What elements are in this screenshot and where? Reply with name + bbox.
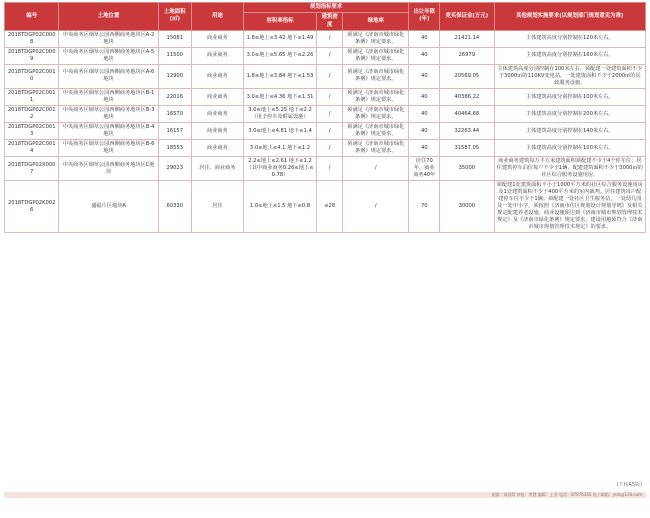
col-header-planning-group: 规划指标要求 xyxy=(243,3,409,13)
cell-other: 主体建筑高度分别控制在100米左右。 xyxy=(494,140,645,157)
cell-green: 须满足《济南市城市绿化条例》规定要求。 xyxy=(343,123,409,140)
table-row xyxy=(5,123,646,140)
cell-far: 1.8≤地上≤3.42 地下≤1.49 xyxy=(243,30,316,47)
cell-other: 主体建筑高度分别控制在160米左右。 xyxy=(494,47,645,64)
cell-code: 2018TDGP02C0009 xyxy=(5,47,59,64)
cell-code: 2018TDGP02K0026 xyxy=(5,181,59,233)
cell-term: 70 xyxy=(409,181,440,233)
cell-far: 1.8≤地上≤3.84 地下≤1.53 xyxy=(243,64,316,88)
cell-location: 中央商务区烟草公园西侧商务地块区A-2地块 xyxy=(59,30,158,47)
cell-use: 商业商务 xyxy=(191,123,243,140)
cell-far: 3.0≤地上≤4.36 地下≤1.31 xyxy=(243,89,316,106)
cell-other: 主体建筑高度分别控制在100米左右，须配建一处建筑面积不少于3000㎡的110KV变电站，一处建筑面积不少于2000㎡的民政服务设施。 xyxy=(494,64,645,88)
cell-location: 中央商务区烟草公园西侧商务地块区A-6地块 xyxy=(59,64,158,88)
cell-other: 主体建筑高度分别控制在200米左右。 xyxy=(494,106,645,123)
cell-other: 须配建1处建筑面积不小于1000平方米的社区综合服务设施用房及1处建筑面积不少于400平方米的室内裁判。居住建筑每户配建停车位不少于1辆；须配建一处社区卫生服务站，一处幼儿园及一处中小学，须按照《济南市住区规划设计规划导则》及相关规定配建养老设施，商业设施须达到《济南市城市规划管理技术规定》及《济南市绿化条例》规定要求，建设用地须符合《济南市城市规划管理技术规定》的要求。 xyxy=(494,181,645,233)
cell-location: 盛福片区地块A xyxy=(59,181,158,233)
col-header-location: 土地位置 xyxy=(59,3,158,31)
cell-deposit: 31587.05 xyxy=(440,140,494,157)
cell-other: 商业商务建筑每万平方米建筑面积须配建不少于4个停车位；居住建筑停车泊位每户不少于1辆，配建建筑面积不少于3000㎡的社区综合服务设施用房。 xyxy=(494,157,645,181)
cell-density: ≤28 xyxy=(317,181,343,233)
cell-code: 2018TDGP02C0012 xyxy=(5,106,59,123)
cell-density: / xyxy=(317,47,343,64)
cell-use: 商业商务 xyxy=(191,30,243,47)
table-row xyxy=(5,140,646,157)
cell-term: 40 xyxy=(409,30,440,47)
col-header-code: 编号 xyxy=(5,3,59,31)
cell-deposit: 21421.14 xyxy=(440,30,494,47)
cell-term: 居住70年，商业商务40年 xyxy=(409,157,440,181)
cell-term: 40 xyxy=(409,123,440,140)
cell-use: 商业商务 xyxy=(191,64,243,88)
cell-far: 3.0≤地上≤4.1 地下≤1.2 xyxy=(243,140,316,157)
cell-deposit: 35000 xyxy=(440,157,494,181)
table-row xyxy=(5,30,646,47)
cell-far: 3.0≤地上≤5.25 地下≤2.2（用于停车及附属设施） xyxy=(243,106,316,123)
col-header-green: 绿地率 xyxy=(343,13,409,31)
cell-deposit: 32263.44 xyxy=(440,123,494,140)
cell-use: 商业商务 xyxy=(191,89,243,106)
cell-green: 须满足《济南市城市绿化条例》规定要求。 xyxy=(343,47,409,64)
table-row xyxy=(5,157,646,181)
cell-use: 居住 xyxy=(191,181,243,233)
cell-density: / xyxy=(317,123,343,140)
cell-term: 40 xyxy=(409,106,440,123)
cell-green: / xyxy=(343,157,409,181)
col-header-use: 用途 xyxy=(191,3,243,31)
cell-area: 18553 xyxy=(158,140,191,157)
cell-green: 须满足《济南市城市绿化条例》规定要求。 xyxy=(343,106,409,123)
cell-green: 须满足《济南市城市绿化条例》规定要求。 xyxy=(343,30,409,47)
table-row xyxy=(5,47,646,64)
cell-code: 2018TDGP02X0007 xyxy=(5,157,59,181)
cell-green: / xyxy=(343,181,409,233)
cell-density: / xyxy=(317,157,343,181)
cell-area: 29023 xyxy=(158,157,191,181)
cell-area: 16570 xyxy=(158,106,191,123)
cell-far: 3.0≤地上≤5.65 地下≤2.26 xyxy=(243,47,316,64)
table-row xyxy=(5,89,646,106)
cell-density: / xyxy=(317,89,343,106)
cell-green: 须满足《济南市城市绿化条例》规定要求。 xyxy=(343,89,409,106)
cell-location: 中央商务区烟草公园西侧商务地块区B-3地块 xyxy=(59,106,158,123)
cell-area: 11500 xyxy=(158,47,191,64)
cell-code: 2018TDGP02C0008 xyxy=(5,30,59,47)
cell-deposit: 40386.22 xyxy=(440,89,494,106)
cell-other: 主体建筑高度分别控制在120米左右。 xyxy=(494,30,645,47)
cell-area: 22016 xyxy=(158,89,191,106)
land-auction-table xyxy=(4,2,646,233)
cell-far: 3.0≤地上≤4.81 地下≤1.4 xyxy=(243,123,316,140)
cell-area: 16157 xyxy=(158,123,191,140)
cell-use: 居住、商业商务 xyxy=(191,157,243,181)
cell-density: / xyxy=(317,64,343,88)
cell-term: 40 xyxy=(409,64,440,88)
cell-density: / xyxy=(317,140,343,157)
cell-deposit: 30000 xyxy=(440,181,494,233)
cell-location: 中央商务区烟草公园西侧商务地块区B-6地块 xyxy=(59,140,158,157)
table-row xyxy=(5,181,646,233)
cell-area: 60330 xyxy=(158,181,191,233)
col-header-other: 其他规划实施要求(以规划部门规划意见为准) xyxy=(494,3,645,31)
cell-use: 商业商务 xyxy=(191,106,243,123)
cell-green: 须满足《济南市城市绿化条例》规定要求。 xyxy=(343,140,409,157)
cell-deposit: 40464.68 xyxy=(440,106,494,123)
cell-term: 40 xyxy=(409,140,440,157)
cell-code: 2018TDGP02C0014 xyxy=(5,140,59,157)
cell-use: 商业商务 xyxy=(191,47,243,64)
continued-note: (下转A5版) xyxy=(616,482,642,488)
cell-location: 中央商务区烟草公园西侧商务地块区B-1地块 xyxy=(59,89,158,106)
cell-area: 12900 xyxy=(158,64,191,88)
cell-location: 中央商务区烟草公园西侧商务地块区C地块 xyxy=(59,157,158,181)
cell-term: 40 xyxy=(409,47,440,64)
cell-location: 中央商务区烟草公园西侧商务地块区B-4地块 xyxy=(59,123,158,140)
cell-far: 2.2≤地上≤2.61 地下≤1.2（其中商业商务0.26≤地上≤0.78） xyxy=(243,157,316,181)
cell-use: 商业商务 xyxy=(191,140,243,157)
col-header-area: 土地面积(㎡) xyxy=(158,3,191,31)
editor-credit-footer: 责编：刘晨辉 审校：李慧 编辑：王芳 电话：87976365 电子邮箱：jnrb@126.com xyxy=(4,492,646,498)
cell-green: 须满足《济南市城市绿化条例》规定要求。 xyxy=(343,64,409,88)
cell-location: 中央商务区烟草公园西侧商务地块区A-5地块 xyxy=(59,47,158,64)
cell-other: 主体建筑高度分别控制在140米左右。 xyxy=(494,123,645,140)
cell-deposit: 26979 xyxy=(440,47,494,64)
cell-code: 2018TDGP02C0013 xyxy=(5,123,59,140)
col-header-term: 出让年限(年) xyxy=(409,3,440,31)
cell-deposit: 20569.05 xyxy=(440,64,494,88)
col-header-deposit: 竞买保证金(万元) xyxy=(440,3,494,31)
cell-other: 主体建筑高度分别控制在100米左右。 xyxy=(494,89,645,106)
header-row-1 xyxy=(5,3,646,13)
table-row xyxy=(5,64,646,88)
col-header-density: 建筑密度 xyxy=(317,13,343,31)
cell-density: / xyxy=(317,106,343,123)
cell-density: / xyxy=(317,30,343,47)
cell-code: 2018TDGP02C0010 xyxy=(5,64,59,88)
cell-term: 40 xyxy=(409,89,440,106)
col-header-far: 容积率指标 xyxy=(243,13,316,31)
page-margin xyxy=(0,498,650,518)
cell-code: 2018TDGP02C0011 xyxy=(5,89,59,106)
cell-area: 15081 xyxy=(158,30,191,47)
table-row xyxy=(5,106,646,123)
cell-far: 1.0≤地上≤1.5 地下≤0.8 xyxy=(243,181,316,233)
